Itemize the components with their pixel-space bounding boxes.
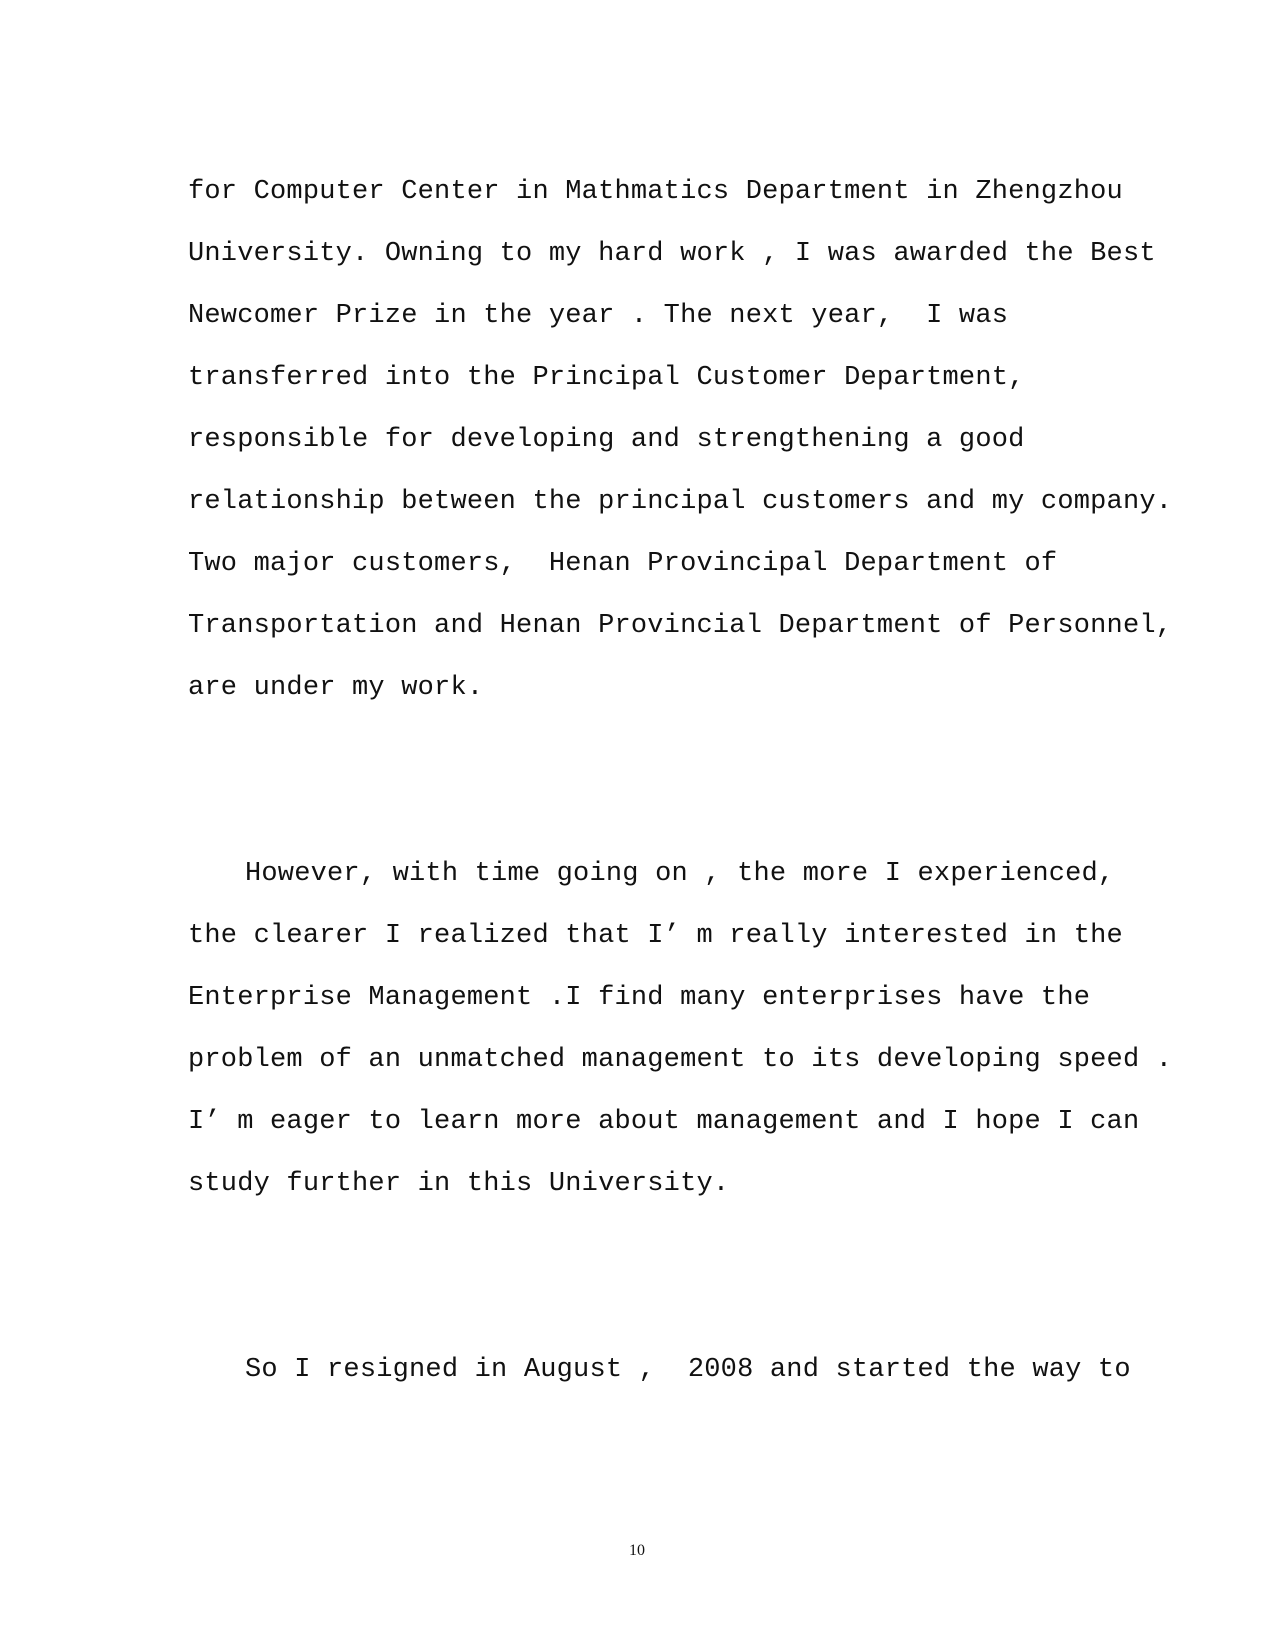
paragraph-1-line-2: University. Owning to my hard work , I was awarded the Best (188, 239, 1156, 269)
paragraph-1-line-6: relationship between the principal customers and my company. (188, 487, 1173, 517)
paragraph-2-line-2: the clearer I realized that I’ m really interested in the (188, 921, 1123, 951)
paragraph-1-line-8: Transportation and Henan Provincial Department of Personnel, (188, 611, 1173, 641)
paragraph-2-line-6: study further in this University. (188, 1169, 730, 1199)
paragraph-2-line-1: However, with time going on , the more I experienced, (245, 859, 1115, 889)
paragraph-2-line-5: I’ m eager to learn more about management and I hope I can (188, 1107, 1140, 1137)
paragraph-1-line-1: for Computer Center in Mathmatics Department in Zhengzhou (188, 177, 1123, 207)
paragraph-2-line-3: Enterprise Management .I find many enterprises have the (188, 983, 1091, 1013)
paragraph-1-line-9: are under my work. (188, 673, 484, 703)
paragraph-1-line-4: transferred into the Principal Customer Department, (188, 363, 1025, 393)
paragraph-2-line-4: problem of an unmatched management to its developing speed . (188, 1045, 1173, 1075)
paragraph-1-line-7: Two major customers, Henan Provincipal Department of (188, 549, 1058, 579)
paragraph-1-line-3: Newcomer Prize in the year . The next year, I was (188, 301, 1009, 331)
paragraph-1-line-5: responsible for developing and strengthening a good (188, 425, 1025, 455)
page-number: 10 (629, 1542, 645, 1559)
paragraph-3-line-1: So I resigned in August , 2008 and started the way to (245, 1355, 1131, 1385)
